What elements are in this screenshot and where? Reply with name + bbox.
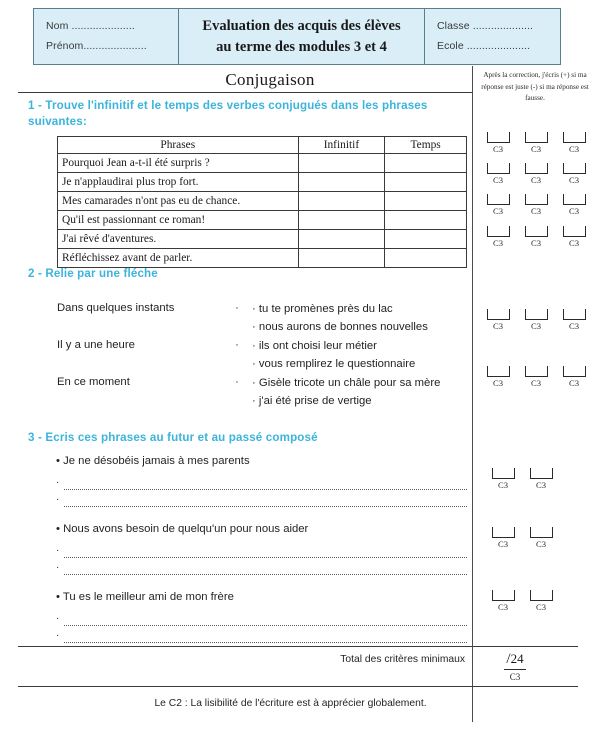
score-box[interactable] — [555, 366, 593, 389]
score-bracket-icon — [487, 163, 510, 174]
score-criterion-label: C3 — [568, 321, 580, 331]
score-criterion-label: C3 — [492, 175, 504, 185]
write-prompt: • Tu es le meilleur ami de mon frère — [56, 591, 234, 603]
dotted-rule — [64, 478, 467, 490]
score-box[interactable] — [522, 527, 560, 550]
score-bracket-icon — [487, 309, 510, 320]
score-group-ex1-row2 — [479, 163, 593, 186]
score-bracket-icon — [492, 527, 515, 538]
match-left-item[interactable]: Il y a une heure — [57, 339, 135, 351]
score-criterion-label: C3 — [497, 539, 509, 549]
score-group-ex3-row3 — [484, 590, 560, 613]
write-prompt: • Je ne désobéis jamais à mes parents — [56, 455, 250, 467]
class-field[interactable]: Classe .................... — [437, 19, 534, 32]
table-row — [58, 173, 467, 192]
score-criterion-label: C3 — [530, 175, 542, 185]
answer-line[interactable] — [52, 490, 467, 507]
table-row — [58, 154, 467, 173]
score-criterion-label: C3 — [492, 238, 504, 248]
answer-line[interactable] — [52, 609, 467, 626]
match-connector-dot[interactable]: · — [235, 339, 239, 351]
score-criterion-label: C3 — [530, 206, 542, 216]
score-bracket-icon — [563, 226, 586, 237]
dotted-rule — [64, 546, 467, 558]
match-right-item[interactable]: · tu te promènes près du lac — [252, 303, 393, 315]
score-criterion-label: C3 — [530, 321, 542, 331]
score-box[interactable] — [479, 366, 517, 389]
firstname-field[interactable]: Prénom..................... — [46, 39, 147, 52]
table-row — [58, 192, 467, 211]
temps-answer-cell[interactable] — [385, 230, 467, 249]
infinitif-answer-cell[interactable] — [298, 249, 385, 268]
c2-note: Le C2 : La lisibilité de l'écriture est à apprécier globalement. — [154, 698, 427, 709]
score-bracket-icon — [563, 309, 586, 320]
exercise2-matching-area — [57, 300, 467, 411]
score-bracket-icon — [525, 132, 548, 143]
score-group-ex1-row4 — [479, 226, 593, 249]
score-group-ex3-row2 — [484, 527, 560, 550]
score-box[interactable] — [479, 163, 517, 186]
match-right-item[interactable]: · ils ont choisi leur métier — [252, 340, 377, 352]
score-box[interactable] — [555, 132, 593, 155]
table-row — [58, 249, 467, 268]
match-connector-dot[interactable]: · — [235, 302, 239, 314]
match-connector-dot[interactable]: · — [235, 376, 239, 388]
match-right-item[interactable]: · nous aurons de bonnes nouvelles — [252, 321, 428, 334]
score-bracket-icon — [530, 590, 553, 601]
phrase-cell: Qu'il est passionnant ce roman! — [58, 211, 299, 230]
score-box[interactable] — [479, 132, 517, 155]
score-criterion-label: C3 — [530, 144, 542, 154]
score-bracket-icon — [563, 163, 586, 174]
total-max: 24 — [510, 651, 524, 666]
score-bracket-icon — [487, 132, 510, 143]
total-criterion-label: C3 — [509, 672, 521, 683]
write-group — [52, 591, 467, 643]
write-prompt: • Nous avons besoin de quelqu'un pour nous aider — [56, 523, 309, 535]
dotted-rule — [64, 631, 467, 643]
score-box[interactable] — [555, 309, 593, 332]
score-box[interactable] — [517, 132, 555, 155]
dotted-rule — [64, 563, 467, 575]
match-right-column — [252, 300, 467, 337]
score-box[interactable] — [522, 590, 560, 613]
score-group-ex3-row1 — [484, 468, 560, 491]
rule-above-total — [18, 646, 578, 647]
infinitif-answer-cell[interactable] — [298, 230, 385, 249]
document-title-cell — [179, 9, 425, 64]
phrase-cell: Je n'applaudirai plus trop fort. — [58, 173, 299, 192]
score-bracket-icon — [563, 366, 586, 377]
score-bracket-icon — [492, 590, 515, 601]
margin-divider-line — [472, 66, 473, 646]
temps-answer-cell[interactable] — [385, 154, 467, 173]
score-box[interactable] — [517, 163, 555, 186]
temps-answer-cell[interactable] — [385, 211, 467, 230]
school-field[interactable]: Ecole ..................... — [437, 39, 531, 52]
score-box[interactable] — [479, 226, 517, 249]
score-criterion-label: C3 — [535, 602, 547, 612]
bullet-icon: · — [56, 545, 60, 556]
score-bracket-icon — [530, 527, 553, 538]
phrase-cell: J'ai rêvé d'aventures. — [58, 230, 299, 249]
subject-title: Conjugaison — [225, 70, 315, 89]
score-criterion-label: C3 — [535, 539, 547, 549]
score-box[interactable] — [555, 194, 593, 217]
bullet-icon: · — [56, 630, 60, 641]
score-group-ex1-row3 — [479, 194, 593, 217]
match-right-column — [252, 337, 467, 374]
exercise2-heading: 2 - Relie par une fléche — [28, 267, 158, 280]
score-criterion-label: C3 — [492, 378, 504, 388]
student-header-box — [33, 8, 561, 65]
score-bracket-icon — [487, 226, 510, 237]
correction-instructions: Après la correction, j'écris (+) si ma réponse est juste (-) si ma réponse est fausse. — [481, 71, 589, 103]
temps-answer-cell[interactable] — [385, 173, 467, 192]
infinitif-answer-cell[interactable] — [298, 154, 385, 173]
write-group — [52, 523, 467, 575]
document-title-line2: au terme des modules 3 et 4 — [216, 38, 387, 55]
score-box[interactable] — [555, 226, 593, 249]
score-criterion-label: C3 — [530, 238, 542, 248]
infinitif-answer-cell[interactable] — [298, 192, 385, 211]
temps-answer-cell[interactable] — [385, 249, 467, 268]
answer-line[interactable] — [52, 473, 467, 490]
match-row — [57, 300, 467, 337]
score-bracket-icon — [530, 468, 553, 479]
phrase-cell: Réfléchissez avant de parler. — [58, 249, 299, 268]
answer-line[interactable] — [52, 558, 467, 575]
match-right-item[interactable]: · vous remplirez le questionnaire — [252, 358, 416, 371]
score-group-ex1-row1 — [479, 132, 593, 155]
bullet-icon: · — [56, 562, 60, 573]
score-box[interactable] — [517, 226, 555, 249]
score-criterion-label: C3 — [568, 144, 580, 154]
score-bracket-icon — [487, 366, 510, 377]
exercise3-writing-area — [52, 455, 467, 659]
match-right-column — [252, 374, 467, 411]
document-title-line1: Evaluation des acquis des élèves — [202, 17, 401, 34]
match-left-item[interactable]: Dans quelques instants — [57, 302, 175, 314]
score-box[interactable] — [484, 468, 522, 491]
score-criterion-label: C3 — [568, 378, 580, 388]
exercise1-heading: 1 - Trouve l'infinitif et le temps des verbes conjugués dans les phrases suivantes: — [28, 99, 428, 129]
score-bracket-icon — [563, 132, 586, 143]
footer-divider-line — [472, 646, 473, 722]
score-criterion-label: C3 — [497, 480, 509, 490]
phrase-cell: Mes camarades n'ont pas eu de chance. — [58, 192, 299, 211]
score-box[interactable] — [517, 194, 555, 217]
dotted-rule — [64, 614, 467, 626]
score-criterion-label: C3 — [492, 206, 504, 216]
score-group-ex2-row1 — [479, 309, 593, 332]
match-left-item[interactable]: En ce moment — [57, 376, 130, 388]
total-fraction: /24 — [504, 651, 525, 670]
total-label: Total des critères minimaux — [340, 654, 465, 665]
rule-above-exercise1 — [18, 92, 472, 93]
score-box[interactable] — [484, 590, 522, 613]
match-right-item[interactable]: · Gisèle tricote un châle pour sa mère — [252, 377, 441, 389]
name-field[interactable]: Nom ..................... — [46, 19, 135, 32]
infinitif-answer-cell[interactable] — [298, 173, 385, 192]
score-box[interactable] — [517, 309, 555, 332]
score-bracket-icon — [487, 194, 510, 205]
answer-line[interactable] — [52, 541, 467, 558]
rule-above-c2-note — [18, 686, 578, 687]
score-criterion-label: C3 — [492, 144, 504, 154]
score-bracket-icon — [525, 194, 548, 205]
bullet-icon: · — [56, 613, 60, 624]
student-identity-cell — [34, 9, 179, 64]
match-row — [57, 374, 467, 411]
score-bracket-icon — [525, 226, 548, 237]
score-box[interactable] — [484, 527, 522, 550]
score-criterion-label: C3 — [492, 321, 504, 331]
score-criterion-label: C3 — [568, 175, 580, 185]
score-bracket-icon — [525, 163, 548, 174]
column-header-infinitif: Infinitif — [298, 137, 385, 154]
column-header-phrases: Phrases — [58, 137, 299, 154]
score-box[interactable] — [517, 366, 555, 389]
bullet-icon: · — [56, 477, 60, 488]
total-score-box[interactable] — [492, 650, 538, 682]
score-bracket-icon — [563, 194, 586, 205]
score-criterion-label: C3 — [568, 238, 580, 248]
temps-answer-cell[interactable] — [385, 192, 467, 211]
exercise1-table — [57, 136, 467, 268]
score-box[interactable] — [479, 309, 517, 332]
school-identity-cell — [425, 9, 560, 64]
score-box[interactable] — [479, 194, 517, 217]
match-right-item[interactable]: · j'ai été prise de vertige — [252, 395, 372, 408]
infinitif-answer-cell[interactable] — [298, 211, 385, 230]
phrase-cell: Pourquoi Jean a-t-il été surpris ? — [58, 154, 299, 173]
bullet-icon: · — [56, 494, 60, 505]
score-bracket-icon — [492, 468, 515, 479]
match-row — [57, 337, 467, 374]
score-box[interactable] — [555, 163, 593, 186]
score-criterion-label: C3 — [530, 378, 542, 388]
score-bracket-icon — [525, 309, 548, 320]
score-group-ex2-row2 — [479, 366, 593, 389]
table-header-row — [58, 137, 467, 154]
table-row — [58, 211, 467, 230]
score-criterion-label: C3 — [568, 206, 580, 216]
score-box[interactable] — [522, 468, 560, 491]
answer-line[interactable] — [52, 626, 467, 643]
column-header-temps: Temps — [385, 137, 467, 154]
score-criterion-label: C3 — [497, 602, 509, 612]
score-criterion-label: C3 — [535, 480, 547, 490]
write-group — [52, 455, 467, 507]
dotted-rule — [64, 495, 467, 507]
exercise3-heading: 3 - Ecris ces phrases au futur et au passé composé — [28, 431, 318, 444]
table-row — [58, 230, 467, 249]
score-bracket-icon — [525, 366, 548, 377]
